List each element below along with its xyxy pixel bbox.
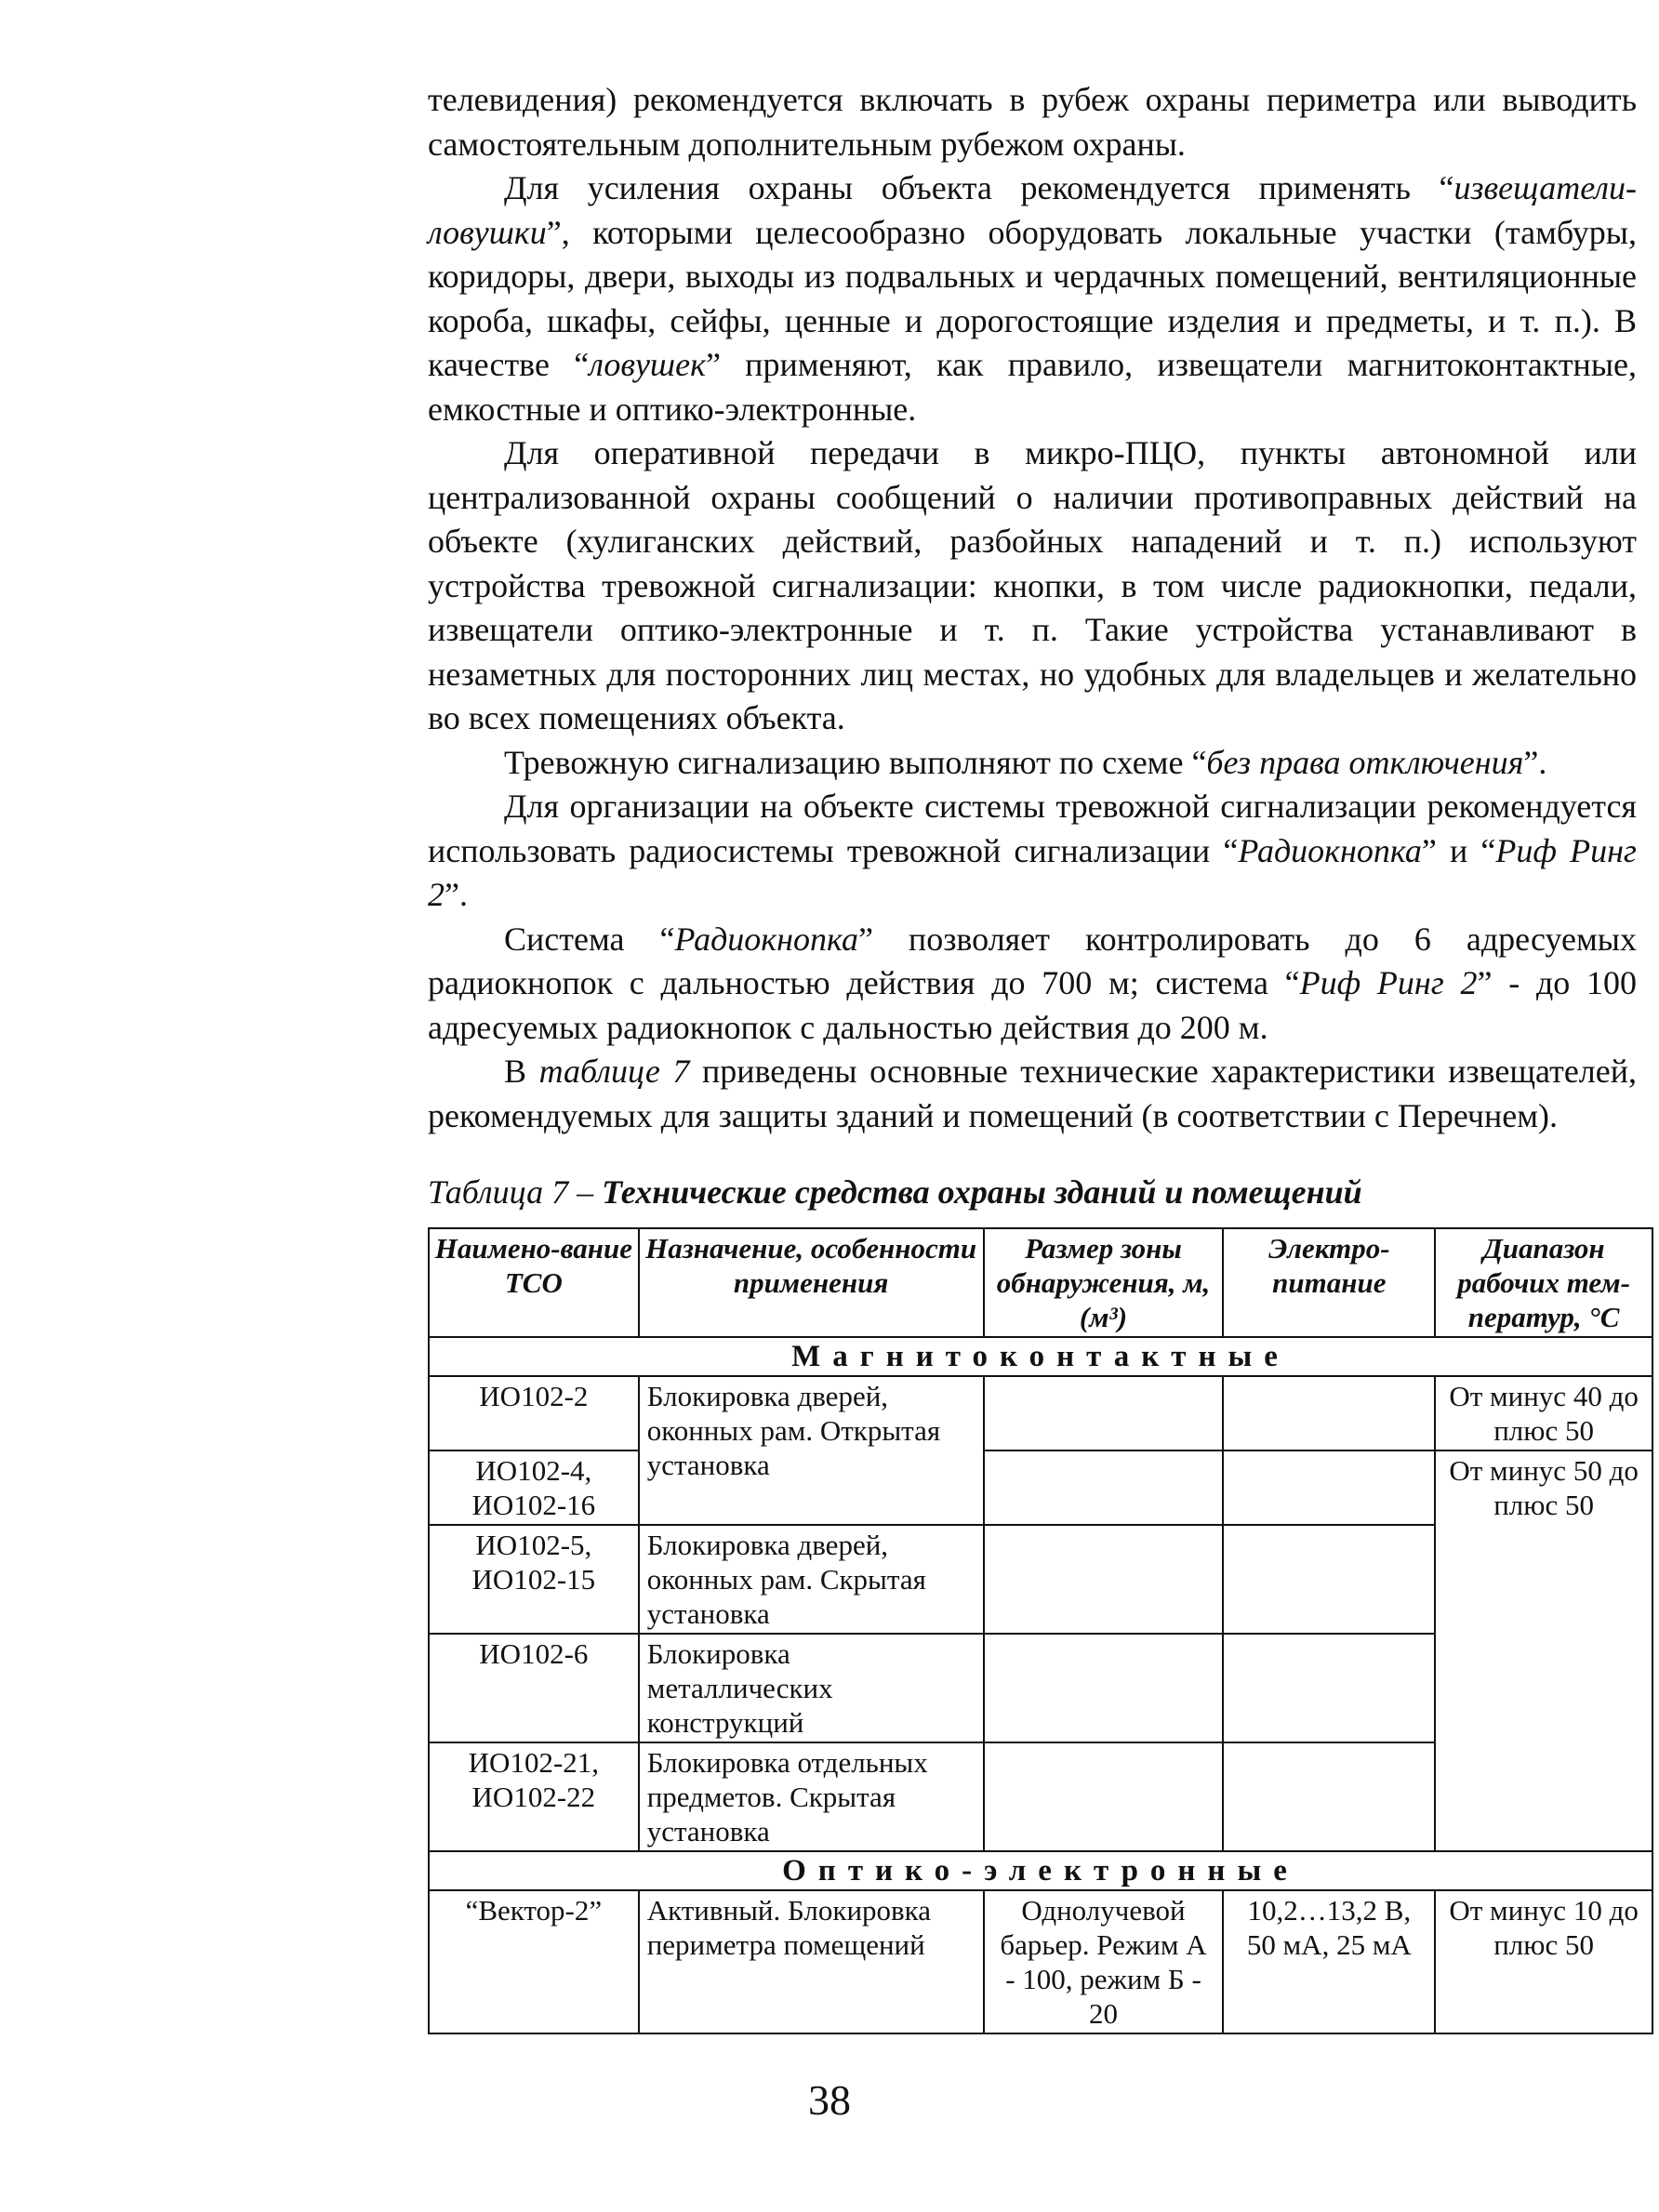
text-segment: ”, которыми целесообразно оборудовать локальные участки (тамбуры, коридоры, двери, выходы из подвальных и чердачных помещений, вентиляционные короба, шкафы, сейфы, ценные и дорогостоящие изделия и предметы, и т. п.). В качестве “: [428, 213, 1637, 383]
paragraph: [428, 741, 1637, 786]
italic-text: Радиокнопка: [1238, 831, 1422, 869]
cell-name: ИО102-4, ИО102-16: [429, 1450, 639, 1525]
text-segment: Для оперативной передачи в микро-ПЦО, пункты автономной или централизованной охраны сообщений о наличии противоправных действий на объекте (хулиганских действий, разбойных нападений и т. п.) используют устройства тревожной сигнализации: кнопки, в том числе радиокнопки, педали, извещатели оптико-электронные и т. п. Такие устройства устанавливают в незаметных для посторонних лиц местах, но удобных для владельцев и желательно во всех помещениях объекта.: [428, 434, 1637, 736]
table-row: [429, 1450, 1652, 1525]
cell-purpose: Блокировка металлических конструкций: [639, 1634, 984, 1742]
cell-name: ИО102-2: [429, 1376, 639, 1450]
table-caption-prefix: Таблица 7 –: [428, 1173, 603, 1211]
cell-temperature: От минус 50 до плюс 50: [1435, 1450, 1652, 1851]
cell-purpose: Активный. Блокировка периметра помещений: [639, 1890, 984, 2033]
italic-text: Риф Ринг 2: [1299, 964, 1478, 1001]
text-segment: ”.: [445, 876, 468, 913]
table-header-row: [429, 1228, 1652, 1337]
text-segment: ” и “: [1421, 831, 1496, 869]
text-segment: приведены основные технические характеристики извещателей, рекомендуемых для защиты зданий и помещений (в соответствии с Перечнем).: [428, 1053, 1638, 1134]
text-segment: Система “: [504, 920, 675, 958]
cell-zone: Однолучевой барьер. Режим А - 100, режим Б - 20: [984, 1890, 1224, 2033]
cell-purpose: Блокировка дверей, оконных рам. Открытая установка: [639, 1376, 984, 1525]
paragraph: [428, 918, 1637, 1051]
cell-name: ИО102-6: [429, 1634, 639, 1742]
table-caption-title: Технические средства охраны зданий и помещений: [602, 1173, 1362, 1211]
paragraph: [428, 78, 1637, 166]
group-row-magnetic: [429, 1337, 1652, 1376]
cell-power: [1223, 1634, 1435, 1742]
table-row: [429, 1376, 1652, 1450]
italic-text: ловушек: [589, 346, 706, 383]
table-caption: [428, 1169, 1362, 1215]
header-name: Наимено-вание ТСО: [429, 1228, 639, 1337]
text-segment: ” позволяет контролировать до 6 адресуемых радиокнопок с дальностью действия до 700 м; система “: [428, 920, 1637, 1001]
page-number: 38: [808, 2076, 851, 2124]
text-segment: ” применяют, как правило, извещатели магнитоконтактные, емкостные и оптико-электронные.: [428, 346, 1637, 428]
equipment-table: [428, 1227, 1653, 2034]
italic-text: таблице 7: [538, 1053, 690, 1090]
cell-name: ИО102-5, ИО102-15: [429, 1525, 639, 1634]
body-text: [428, 78, 1637, 1138]
header-zone: Размер зоны обнаружения, м, (м³): [984, 1228, 1224, 1337]
italic-text: без права отключения: [1206, 743, 1524, 781]
cell-zone: [984, 1634, 1224, 1742]
cell-zone: [984, 1525, 1224, 1634]
header-purpose: Назначение, особенности применения: [639, 1228, 984, 1337]
cell-temperature: От минус 40 до плюс 50: [1435, 1376, 1652, 1450]
text-segment: Для усиления охраны объекта рекомендуется применять “: [504, 169, 1454, 206]
text-segment: В: [504, 1053, 539, 1090]
cell-power: 10,2…13,2 В, 50 мА, 25 мА: [1223, 1890, 1435, 2033]
cell-power: [1223, 1376, 1435, 1450]
text-segment: Тревожную сигнализацию выполняют по схеме “: [504, 743, 1207, 781]
cell-name: “Вектор-2”: [429, 1890, 639, 2033]
text-segment: телевидения) рекомендуется включать в рубеж охраны периметра или выводить самостоятельным дополнительным рубежом охраны.: [428, 81, 1637, 163]
italic-text: Риф Ринг 2: [428, 831, 1637, 913]
paragraph: [428, 785, 1637, 918]
cell-power: [1223, 1742, 1435, 1851]
paragraph: [428, 431, 1637, 741]
cell-zone: [984, 1742, 1224, 1851]
cell-zone: [984, 1450, 1224, 1525]
cell-power: [1223, 1525, 1435, 1634]
group-row-optical: [429, 1851, 1652, 1890]
cell-purpose: Блокировка дверей, оконных рам. Скрытая установка: [639, 1525, 984, 1634]
italic-text: Радиокнопка: [674, 920, 858, 958]
group-label-magnetic: Магнитоконтактные: [429, 1337, 1652, 1376]
header-power: Электро-питание: [1223, 1228, 1435, 1337]
group-label-optical: Оптико-электронные: [429, 1851, 1652, 1890]
cell-power: [1223, 1450, 1435, 1525]
cell-name: ИО102-21, ИО102-22: [429, 1742, 639, 1851]
paragraph: [428, 1050, 1637, 1138]
cell-temperature: От минус 10 до плюс 50: [1435, 1890, 1652, 2033]
text-segment: ”.: [1523, 743, 1547, 781]
italic-text: извещатели-ловушки: [428, 169, 1637, 251]
table-row: [429, 1890, 1652, 2033]
text-segment: Для организации на объекте системы тревожной сигнализации рекомендуется использовать радиосистемы тревожной сигнализации “: [428, 788, 1637, 869]
cell-zone: [984, 1376, 1224, 1450]
text-segment: ” - до 100 адресуемых радиокнопок с дальностью действия до 200 м.: [428, 964, 1637, 1046]
cell-purpose: Блокировка отдельных предметов. Скрытая установка: [639, 1742, 984, 1851]
paragraph: [428, 166, 1637, 431]
header-temperature: Диапазон рабочих тем-ператур, °С: [1435, 1228, 1652, 1337]
